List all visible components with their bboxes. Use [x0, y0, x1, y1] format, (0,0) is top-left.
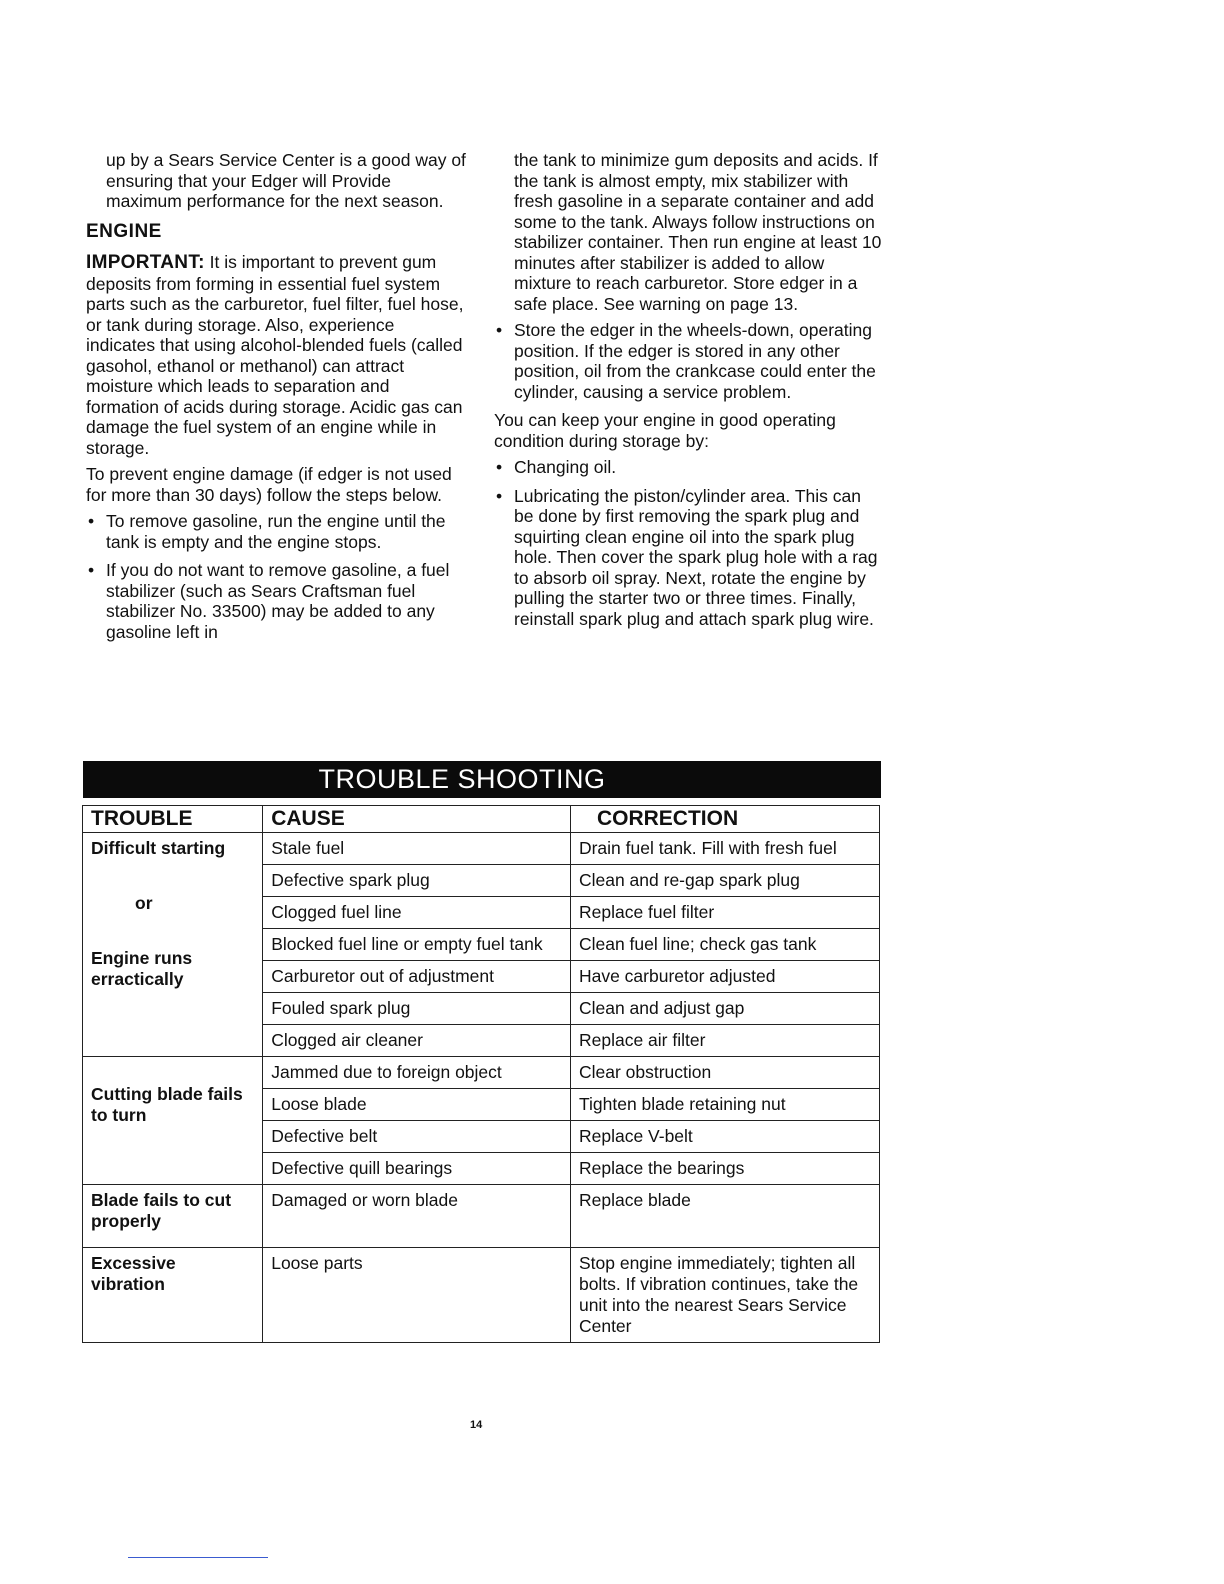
correction-cell: Clean fuel line; check gas tank: [570, 929, 879, 961]
cause-cell: Fouled spark plug: [263, 993, 571, 1025]
correction-cell: Stop engine immediately; tighten all bolts. If vibration continues, take the unit into the nearest Sears Service Center: [570, 1248, 879, 1343]
keep-engine-paragraph: You can keep your engine in good operating condition during storage by:: [494, 410, 836, 451]
trouble-blade-cut: Blade fails to cut properly: [83, 1185, 263, 1248]
trouble-blade-turn-cell: [83, 1057, 263, 1185]
list-item: • To remove gasoline, run the engine until the tank is empty and the engine stops.: [86, 511, 466, 552]
cause-cell: Loose blade: [263, 1089, 571, 1121]
page-number: 14: [470, 1419, 483, 1431]
stabilizer-continuation: the tank to minimize gum deposits and acids. If the tank is almost empty, mix stabilizer with fresh gasoline in a separate container and add some to the tank. Always follow instructions on stabilizer container. Then run engine at least 10 minutes after stabilizer is added to allow mixture to reach carburetor. Store edger in a safe place. See warning on page 13.: [514, 150, 882, 314]
engine-heading: ENGINE: [86, 220, 162, 242]
correction-cell: Replace V-belt: [570, 1121, 879, 1153]
maintenance-list: [494, 457, 884, 629]
table-row: [83, 1248, 880, 1343]
cause-cell: Clogged air cleaner: [263, 1025, 571, 1057]
correction-cell: Tighten blade retaining nut: [570, 1089, 879, 1121]
table-header-row: [83, 806, 880, 833]
right-column: [494, 150, 884, 637]
correction-cell: Clean and adjust gap: [570, 993, 879, 1025]
correction-cell: Replace blade: [570, 1185, 879, 1248]
list-item: • If you do not want to remove gasoline, a fuel stabilizer (such as Sears Craftsman fuel stabilizer No. 33500) may be added to any gasoline left in: [86, 560, 466, 642]
correction-cell: Clean and re-gap spark plug: [570, 865, 879, 897]
header-cause: CAUSE: [263, 806, 571, 833]
cause-cell: Carburetor out of adjustment: [263, 961, 571, 993]
table-row: [83, 1057, 880, 1089]
cause-cell: Defective belt: [263, 1121, 571, 1153]
cause-cell: Stale fuel: [263, 833, 571, 865]
table-row: [83, 833, 880, 865]
cause-cell: Damaged or worn blade: [263, 1185, 571, 1248]
storage-steps-list: [86, 511, 466, 642]
important-paragraph: [86, 252, 466, 458]
trouble-shooting-banner: [83, 761, 881, 798]
cause-cell: Blocked fuel line or empty fuel tank: [263, 929, 571, 961]
important-text: It is important to prevent gum deposits from forming in essential fuel system parts such as the carburetor, fuel filter, fuel hose, or tank during storage. Also, experience indicates that using alcohol-blended fuels (called gasohol, ethanol or methanol) can attract moisture which leads to separation and formation of acids during storage. Acidic gas can damage the fuel system of an engine while in storage.: [86, 252, 464, 458]
header-correction: CORRECTION: [570, 806, 879, 833]
intro-paragraph: up by a Sears Service Center is a good way of ensuring that your Edger will Provide maximum performance for the next season.: [106, 150, 466, 211]
banner-title: TROUBLE SHOOTING: [318, 764, 606, 794]
list-item: • Lubricating the piston/cylinder area. This can be done by first removing the spark plug and squirting clean engine oil into the spark plug hole. Then cover the spark plug hole with a rag to absorb oil spray. Next, rotate the engine by pulling the starter two or three times. Finally, reinstall spark plug and attach spark plug wire.: [494, 486, 884, 630]
trouble-starting: Difficult starting: [91, 838, 226, 858]
storage-position-list: [494, 320, 884, 402]
list-item: • Store the edger in the wheels-down, operating position. If the edger is stored in any other position, oil from the crankcase could enter the cylinder, causing a service problem.: [494, 320, 884, 402]
footer-divider: [128, 1557, 268, 1558]
correction-cell: Replace fuel filter: [570, 897, 879, 929]
important-label: IMPORTANT:: [86, 252, 205, 273]
correction-cell: Have carburetor adjusted: [570, 961, 879, 993]
trouble-vibration: Excessive vibration: [83, 1248, 263, 1343]
prevent-paragraph: To prevent engine damage (if edger is not used for more than 30 days) follow the steps below.: [86, 464, 452, 505]
header-trouble: TROUBLE: [83, 806, 263, 833]
cause-cell: Loose parts: [263, 1248, 571, 1343]
trouble-starting-cell: [83, 833, 263, 1057]
cause-cell: Jammed due to foreign object: [263, 1057, 571, 1089]
correction-cell: Replace the bearings: [570, 1153, 879, 1185]
correction-cell: Replace air filter: [570, 1025, 879, 1057]
list-item: • Changing oil.: [494, 457, 884, 478]
trouble-or: or: [135, 893, 153, 913]
cause-cell: Clogged fuel line: [263, 897, 571, 929]
correction-cell: Drain fuel tank. Fill with fresh fuel: [570, 833, 879, 865]
table-row: [83, 1185, 880, 1248]
left-column: [86, 150, 466, 650]
cause-cell: Defective quill bearings: [263, 1153, 571, 1185]
trouble-engine-runs: Engine runs erractically: [91, 948, 193, 989]
correction-cell: Clear obstruction: [570, 1057, 879, 1089]
trouble-shooting-table: [82, 805, 880, 1343]
trouble-blade-turn: Cutting blade fails to turn: [91, 1084, 243, 1125]
cause-cell: Defective spark plug: [263, 865, 571, 897]
